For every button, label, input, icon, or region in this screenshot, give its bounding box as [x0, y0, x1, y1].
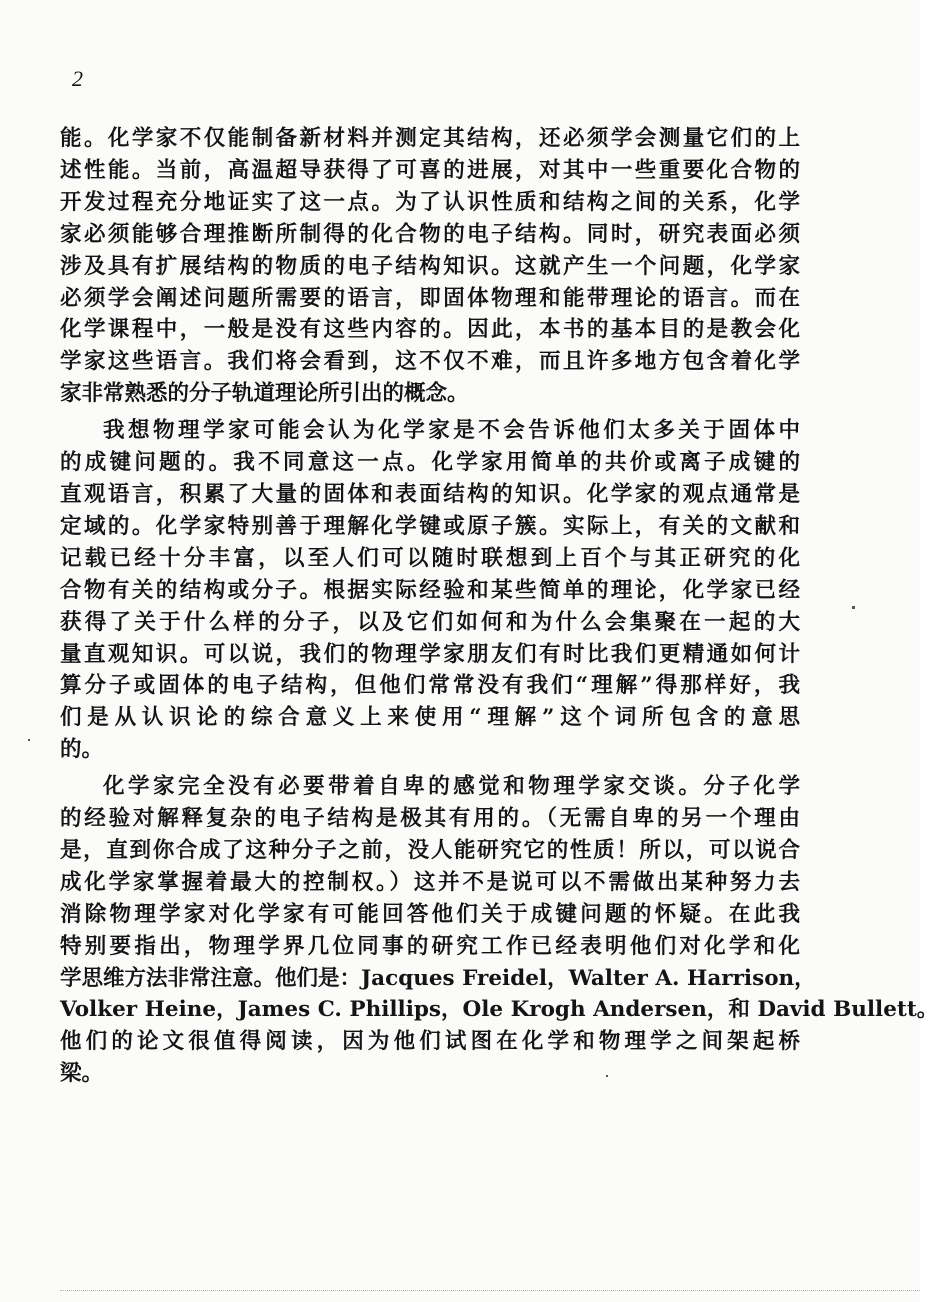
paragraph-3	[60, 771, 938, 1090]
text-line: 他们的论文很值得阅读，因为他们试图在化学和物理学之间架起桥	[60, 1029, 800, 1055]
text-line: 特别要指出，物理学界几位同事的研究工作已经表明他们对化学和化	[60, 933, 800, 959]
scan-speck	[606, 1075, 608, 1077]
text-line: 的成键问题的。我不同意这一点。化学家用简单的共价或离子成键的	[60, 450, 800, 476]
text-line: 家必须能够合理推断所制得的化合物的电子结构。同时，研究表面必须	[60, 221, 800, 247]
text-line: Volker Heine，James C. Phillips，Ole Krogh Andersen，和 David Bullett。	[60, 997, 938, 1023]
text-line: 化学课程中，一般是没有这些内容的。因此，本书的基本目的是教会化	[60, 317, 800, 343]
text-line: 记载已经十分丰富，以至人们可以随时联想到上百个与其正研究的化	[60, 545, 800, 571]
text-line: 量直观知识。可以说，我们的物理学家朋友们有时比我们更精通如何计	[60, 641, 800, 667]
text-line: 的经验对解释复杂的电子结构是极其有用的。（无需自卑的另一个理由	[60, 806, 800, 832]
text-line: 开发过程充分地证实了这一点。为了认识性质和结构之间的关系，化学	[60, 189, 800, 215]
text-line: 必须学会阐述问题所需要的语言，即固体物理和能带理论的语言。而在	[60, 285, 800, 311]
text-line: 直观语言，积累了大量的固体和表面结构的知识。化学家的观点通常是	[60, 481, 800, 507]
paragraph-2	[60, 415, 800, 766]
text-line: 能。化学家不仅能制备新材料并测定其结构，还必须学会测量它们的上	[60, 126, 800, 151]
text-line: 述性能。当前，高温超导获得了可喜的进展，对其中一些重要化合物的	[60, 157, 800, 183]
paragraph-1	[60, 123, 800, 410]
text-line: 学思维方法非常注意。他们是：Jacques Freidel，Walter A. Harrison，	[60, 965, 816, 991]
text-line: 我想物理学家可能会认为化学家是不会告诉他们太多关于固体中	[103, 418, 800, 444]
text-line: 涉及具有扩展结构的物质的电子结构知识。这就产生一个问题，化学家	[60, 253, 800, 279]
scan-speck	[852, 606, 855, 609]
text-line: 家非常熟悉的分子轨道理论所引出的概念。	[60, 381, 469, 407]
text-line: 消除物理学家对化学家有可能回答他们关于成键问题的怀疑。在此我	[60, 901, 800, 927]
text-line: 定域的。化学家特别善于理解化学键或原子簇。实际上，有关的文献和	[60, 513, 800, 539]
scan-edge-noise	[60, 1290, 920, 1293]
text-line: 化学家完全没有必要带着自卑的感觉和物理学家交谈。分子化学	[103, 774, 800, 800]
text-line: 获得了关于什么样的分子，以及它们如何和为什么会集聚在一起的大	[60, 609, 800, 635]
text-line: 梁。	[60, 1061, 104, 1087]
scan-speck	[28, 739, 30, 741]
text-line: 们是从认识论的综合意义上来使用“理解”这个词所包含的意思	[60, 705, 800, 731]
text-line: 的。	[60, 737, 104, 763]
text-line: 成化学家掌握着最大的控制权。）这并不是说可以不需做出某种努力去	[60, 869, 800, 895]
text-line: 学家这些语言。我们将会看到，这不仅不难，而且许多地方包含着化学	[60, 349, 800, 375]
text-line: 合物有关的结构或分子。根据实际经验和某些简单的理论，化学家已经	[60, 577, 800, 603]
text-line: 算分子或固体的电子结构，但他们常常没有我们“理解”得那样好，我	[60, 673, 800, 699]
text-line: 是，直到你合成了这种分子之前，没人能研究它的性质！所以，可以说合	[60, 837, 800, 863]
body-text	[60, 123, 938, 1090]
page-number: 2	[72, 66, 83, 91]
